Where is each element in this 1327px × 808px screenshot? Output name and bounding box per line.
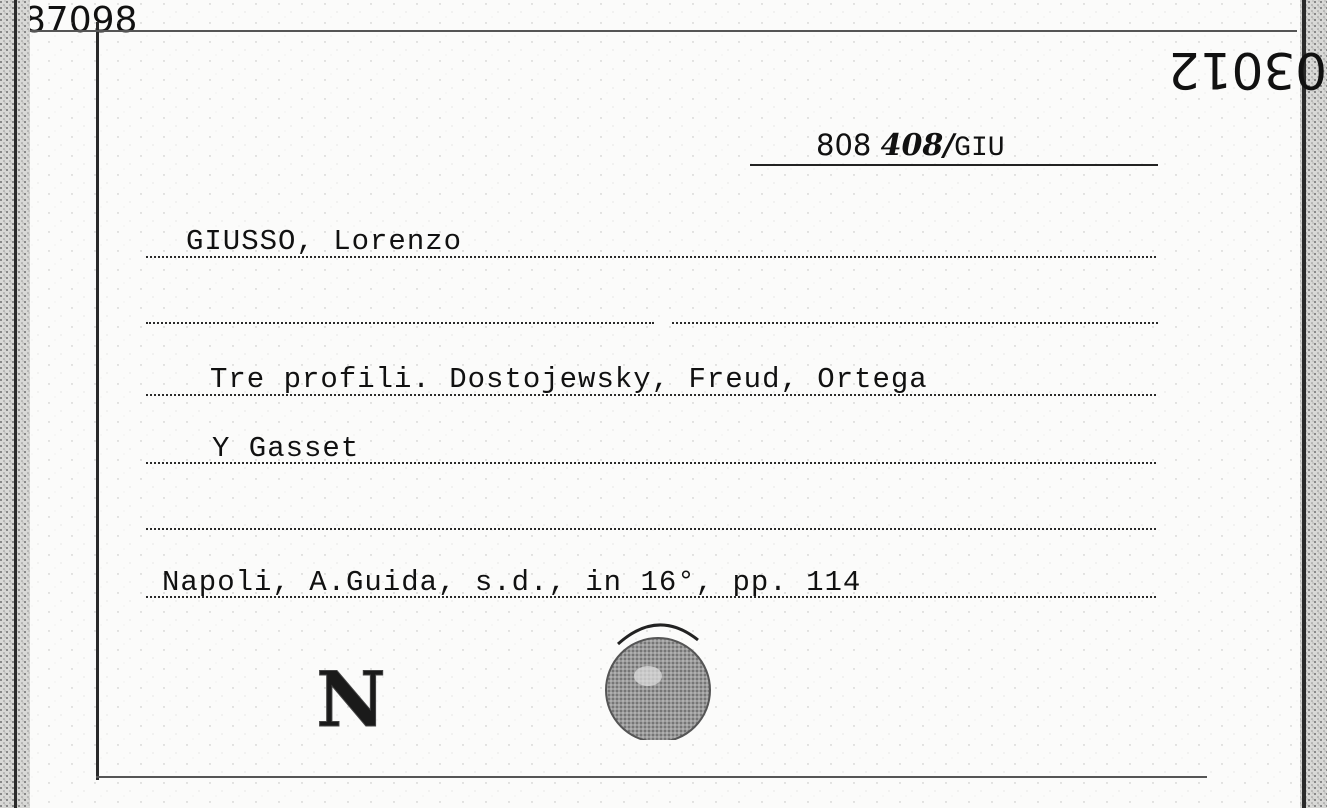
n-stamp — [316, 660, 386, 734]
left-edge-line — [14, 0, 17, 808]
blank-line-1a — [146, 322, 654, 324]
n-stamp-letter: N — [316, 660, 386, 734]
left-margin-line — [96, 22, 99, 780]
call-number-rule — [750, 164, 1158, 166]
call-number — [816, 128, 1005, 164]
title-line-2-text: Y Gasset — [212, 432, 360, 465]
blank-line-2 — [146, 528, 1156, 530]
author-name: GIUSSO, Lorenzo — [186, 225, 463, 258]
library-seal — [600, 606, 720, 740]
title-line-1-text: Tre profili. Dostojewsky, Freud, Ortega — [210, 363, 928, 396]
blank-line-1b — [672, 322, 1158, 324]
bottom-rule — [96, 776, 1207, 778]
top-rule — [30, 30, 1297, 32]
call-class-number: 808 — [816, 128, 872, 162]
call-suffix: GIU — [954, 133, 1005, 164]
upside-down-stamp-number: 03012 — [1167, 41, 1327, 99]
right-margin-line — [1302, 0, 1306, 808]
imprint-text: Napoli, A.Guida, s.d., in 16°, pp. 114 — [162, 566, 862, 599]
call-handwritten-number: 408/ — [880, 128, 955, 163]
